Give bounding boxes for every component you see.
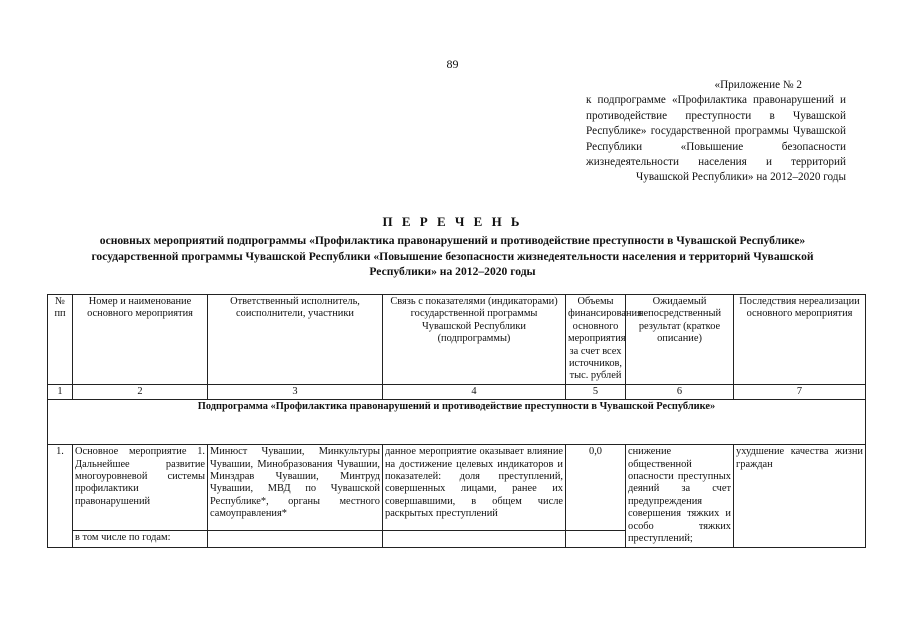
table-header-row — [48, 295, 866, 385]
column-number: 5 — [566, 384, 626, 399]
table-row — [48, 445, 866, 530]
column-number: 2 — [73, 384, 208, 399]
row-number: 1. — [48, 445, 73, 547]
measure-funding: 0,0 — [566, 445, 626, 530]
document-title: П Е Р Е Ч Е Н Ь — [382, 214, 523, 229]
empty-cell — [383, 530, 566, 547]
empty-cell — [566, 530, 626, 547]
column-number: 3 — [208, 384, 383, 399]
measure-link: данное мероприятие оказывает влияние на достижение целевых индикаторов и показателей: доля преступлений, совершенных лицами, ранее их совершавшими, в общем числе раскрытых преступлений — [383, 445, 566, 530]
header-cell: Номер и наименование основного мероприятия — [73, 295, 208, 385]
header-cell: Ответственный исполнитель, соисполнители, участники — [208, 295, 383, 385]
section-row — [48, 400, 866, 445]
section-title: Подпрограмма «Профилактика правонарушений и противодействие преступности в Чувашской Республике» — [48, 400, 866, 445]
page-number: 89 — [446, 57, 459, 71]
column-number: 4 — [383, 384, 566, 399]
column-number: 6 — [626, 384, 734, 399]
document-subtitle: основных мероприятий подпрограммы «Профилактика правонарушений и противодействие преступности в Чувашской Республике» государственной программы Чувашской Республики «Повышение безопасности жизнедеятельности населения и территорий Чувашской Республики» на 2012–2020 годы — [91, 234, 814, 278]
column-number-row — [48, 384, 866, 399]
header-cell: Ожидаемый непосредственный результат (краткое описание) — [626, 295, 734, 385]
header-cell: Последствия нереализации основного мероприятия — [734, 295, 866, 385]
measure-result: снижение общественной опасности преступных деяний за счет предупреждения совершения тяжких и особо тяжких преступлений; — [626, 445, 734, 547]
column-number: 7 — [734, 384, 866, 399]
measure-consequences: ухудшение качества жизни граждан — [734, 445, 866, 547]
appendix-title: «Приложение № 2 — [714, 79, 802, 91]
empty-cell — [208, 530, 383, 547]
measure-executors: Минюст Чувашии, Минкультуры Чувашии, Минобразования Чувашии, Минздрав Чувашии, Минтруд Чувашии, МВД по Чувашской Республике*, органы местного самоуправления* — [208, 445, 383, 530]
measure-name: Основное мероприятие 1. Дальнейшее развитие многоуровневой системы профилактики правонарушений — [73, 445, 208, 530]
appendix-note — [586, 78, 846, 186]
header-cell: № пп — [48, 295, 73, 385]
column-number: 1 — [48, 384, 73, 399]
appendix-text: к подпрограмме «Профилактика правонарушений и противодействие преступности в Чувашской Республике» государственной программы Чувашской Республики «Повышение безопасности жизнедеятельности населения и территорий Чувашской Республики» на 2012–2020 годы — [586, 94, 846, 184]
by-years-label: в том числе по годам: — [73, 530, 208, 547]
header-cell: Объемы финансирования основного мероприятия за счет всех источников, тыс. рублей — [566, 295, 626, 385]
measures-table — [47, 294, 866, 548]
header-cell: Связь с показателями (индикаторами) государственной программы Чувашской Республики (подпрограммы) — [383, 295, 566, 385]
